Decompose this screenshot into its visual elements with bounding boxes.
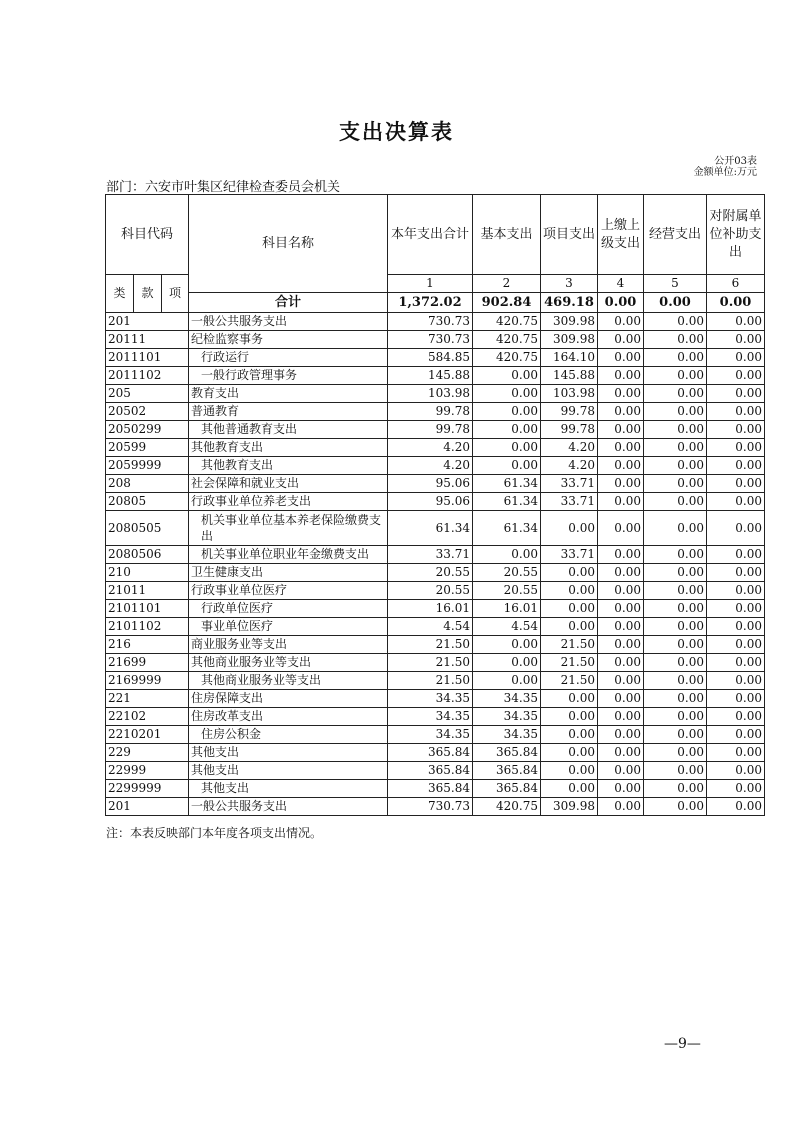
- amount-cell: 0.00: [598, 582, 644, 600]
- table-row: [106, 546, 765, 564]
- amount-cell: 0.00: [541, 744, 598, 762]
- table-row: [106, 457, 765, 475]
- amount-cell: 0.00: [707, 475, 765, 493]
- amount-cell: 0.00: [598, 331, 644, 349]
- total-cell: 1,372.02: [388, 293, 473, 313]
- amount-cell: 34.35: [388, 726, 473, 744]
- amount-cell: 0.00: [644, 798, 707, 816]
- unit-label: 金额单位:万元: [693, 167, 757, 178]
- amount-cell: 0.00: [541, 564, 598, 582]
- form-code: 公开03表: [714, 156, 757, 167]
- total-cell: 902.84: [473, 293, 541, 313]
- expenditure-table: [105, 194, 765, 816]
- amount-cell: 0.00: [644, 726, 707, 744]
- header-code: 科目代码: [106, 195, 189, 275]
- amount-cell: 0.00: [598, 654, 644, 672]
- amount-cell: 21.50: [388, 636, 473, 654]
- amount-cell: 4.20: [388, 457, 473, 475]
- amount-cell: 0.00: [473, 385, 541, 403]
- subject-code: 221: [106, 690, 189, 708]
- amount-cell: 99.78: [388, 421, 473, 439]
- amount-cell: 0.00: [644, 511, 707, 546]
- subject-code: 22102: [106, 708, 189, 726]
- amount-cell: 0.00: [598, 708, 644, 726]
- amount-cell: 0.00: [598, 421, 644, 439]
- amount-cell: 309.98: [541, 331, 598, 349]
- table-row: [106, 564, 765, 582]
- amount-cell: 0.00: [541, 726, 598, 744]
- amount-cell: 0.00: [541, 780, 598, 798]
- subject-name: 其他教育支出: [189, 457, 388, 475]
- subject-name: 其他商业服务业等支出: [189, 672, 388, 690]
- subject-code: 20502: [106, 403, 189, 421]
- amount-cell: 0.00: [644, 582, 707, 600]
- subject-name: 行政运行: [189, 349, 388, 367]
- amount-cell: 0.00: [707, 564, 765, 582]
- header-subsidy: 对附属单位补助支出: [707, 195, 765, 275]
- amount-cell: 34.35: [473, 726, 541, 744]
- subject-name: 一般行政管理事务: [189, 367, 388, 385]
- amount-cell: 0.00: [598, 511, 644, 546]
- subject-name: 机关事业单位基本养老保险缴费支出: [189, 511, 388, 546]
- header-kuan: 款: [134, 275, 162, 313]
- subject-code: 20111: [106, 331, 189, 349]
- amount-cell: 0.00: [707, 421, 765, 439]
- amount-cell: 0.00: [473, 421, 541, 439]
- amount-cell: 0.00: [707, 654, 765, 672]
- col-index-4: 4: [598, 275, 644, 293]
- amount-cell: 0.00: [644, 780, 707, 798]
- amount-cell: 0.00: [598, 457, 644, 475]
- total-cell: 0.00: [707, 293, 765, 313]
- table-row: [106, 726, 765, 744]
- table-row: [106, 475, 765, 493]
- amount-cell: 0.00: [644, 546, 707, 564]
- subject-name: 一般公共服务支出: [189, 313, 388, 331]
- amount-cell: 0.00: [541, 762, 598, 780]
- amount-cell: 0.00: [707, 726, 765, 744]
- amount-cell: 0.00: [473, 546, 541, 564]
- table-row: [106, 511, 765, 546]
- amount-cell: 0.00: [473, 654, 541, 672]
- amount-cell: 0.00: [644, 618, 707, 636]
- amount-cell: 0.00: [644, 421, 707, 439]
- total-cell: 0.00: [598, 293, 644, 313]
- amount-cell: 145.88: [388, 367, 473, 385]
- page-title: 支出决算表: [339, 119, 454, 144]
- amount-cell: 0.00: [644, 367, 707, 385]
- table-row: [106, 708, 765, 726]
- subject-code: 2080505: [106, 511, 189, 546]
- amount-cell: 99.78: [541, 403, 598, 421]
- amount-cell: 95.06: [388, 493, 473, 511]
- amount-cell: 4.20: [541, 457, 598, 475]
- amount-cell: 0.00: [707, 546, 765, 564]
- subject-code: 205: [106, 385, 189, 403]
- amount-cell: 0.00: [598, 762, 644, 780]
- amount-cell: 365.84: [388, 762, 473, 780]
- subject-code: 20599: [106, 439, 189, 457]
- subject-name: 住房改革支出: [189, 708, 388, 726]
- amount-cell: 20.55: [388, 582, 473, 600]
- subject-name: 住房保障支出: [189, 690, 388, 708]
- subject-name: 其他支出: [189, 780, 388, 798]
- amount-cell: 103.98: [541, 385, 598, 403]
- header-xiang: 项: [162, 275, 189, 313]
- amount-cell: 0.00: [473, 672, 541, 690]
- table-row: [106, 600, 765, 618]
- amount-cell: 0.00: [644, 636, 707, 654]
- table-row: [106, 349, 765, 367]
- col-index-2: 2: [473, 275, 541, 293]
- amount-cell: 0.00: [473, 403, 541, 421]
- amount-cell: 16.01: [473, 600, 541, 618]
- col-index-1: 1: [388, 275, 473, 293]
- amount-cell: 21.50: [388, 654, 473, 672]
- amount-cell: 34.35: [473, 708, 541, 726]
- amount-cell: 33.71: [541, 546, 598, 564]
- amount-cell: 0.00: [598, 493, 644, 511]
- amount-cell: 0.00: [598, 367, 644, 385]
- amount-cell: 0.00: [644, 439, 707, 457]
- table-row: [106, 385, 765, 403]
- amount-cell: 4.20: [388, 439, 473, 457]
- table-row: [106, 403, 765, 421]
- amount-cell: 0.00: [598, 780, 644, 798]
- amount-cell: 0.00: [598, 349, 644, 367]
- amount-cell: 0.00: [707, 690, 765, 708]
- amount-cell: 0.00: [598, 744, 644, 762]
- amount-cell: 21.50: [388, 672, 473, 690]
- table-row: [106, 582, 765, 600]
- amount-cell: 0.00: [644, 331, 707, 349]
- amount-cell: 365.84: [473, 780, 541, 798]
- subject-name: 普通教育: [189, 403, 388, 421]
- department-label: 部门：六安市叶集区纪律检查委员会机关: [106, 180, 341, 195]
- amount-cell: 0.00: [644, 313, 707, 331]
- amount-cell: 0.00: [707, 636, 765, 654]
- amount-cell: 0.00: [598, 546, 644, 564]
- amount-cell: 0.00: [707, 618, 765, 636]
- amount-cell: 21.50: [541, 636, 598, 654]
- table-row: [106, 367, 765, 385]
- amount-cell: 0.00: [707, 493, 765, 511]
- subject-code: 2101102: [106, 618, 189, 636]
- amount-cell: 61.34: [473, 493, 541, 511]
- amount-cell: 0.00: [707, 385, 765, 403]
- subject-code: 229: [106, 744, 189, 762]
- table-row: [106, 618, 765, 636]
- amount-cell: 0.00: [541, 708, 598, 726]
- amount-cell: 584.85: [388, 349, 473, 367]
- subject-name: 行政单位医疗: [189, 600, 388, 618]
- subject-name: 事业单位医疗: [189, 618, 388, 636]
- amount-cell: 0.00: [541, 511, 598, 546]
- amount-cell: 61.34: [473, 511, 541, 546]
- amount-cell: 33.71: [388, 546, 473, 564]
- page-number: —9—: [664, 1036, 701, 1052]
- subject-name: 卫生健康支出: [189, 564, 388, 582]
- amount-cell: 420.75: [473, 331, 541, 349]
- amount-cell: 0.00: [598, 439, 644, 457]
- header-total: 本年支出合计: [388, 195, 473, 275]
- amount-cell: 0.00: [644, 708, 707, 726]
- amount-cell: 0.00: [541, 600, 598, 618]
- amount-cell: 0.00: [707, 672, 765, 690]
- amount-cell: 0.00: [598, 798, 644, 816]
- table-row: [106, 421, 765, 439]
- subject-name: 行政事业单位养老支出: [189, 493, 388, 511]
- amount-cell: 0.00: [644, 690, 707, 708]
- amount-cell: 420.75: [473, 313, 541, 331]
- amount-cell: 0.00: [598, 475, 644, 493]
- amount-cell: 0.00: [644, 385, 707, 403]
- subject-name: 商业服务业等支出: [189, 636, 388, 654]
- table-row: [106, 439, 765, 457]
- amount-cell: 420.75: [473, 798, 541, 816]
- amount-cell: 0.00: [473, 439, 541, 457]
- amount-cell: 34.35: [473, 690, 541, 708]
- amount-cell: 164.10: [541, 349, 598, 367]
- subject-name: 其他商业服务业等支出: [189, 654, 388, 672]
- amount-cell: 0.00: [644, 403, 707, 421]
- subject-code: 2299999: [106, 780, 189, 798]
- table-row: [106, 798, 765, 816]
- amount-cell: 0.00: [644, 457, 707, 475]
- amount-cell: 0.00: [598, 403, 644, 421]
- subject-code: 2210201: [106, 726, 189, 744]
- header-row: [106, 195, 765, 275]
- amount-cell: 730.73: [388, 331, 473, 349]
- subject-code: 208: [106, 475, 189, 493]
- amount-cell: 20.55: [473, 582, 541, 600]
- subject-name: 机关事业单位职业年金缴费支出: [189, 546, 388, 564]
- amount-cell: 0.00: [598, 726, 644, 744]
- amount-cell: 0.00: [707, 367, 765, 385]
- subject-code: 22999: [106, 762, 189, 780]
- amount-cell: 0.00: [644, 600, 707, 618]
- amount-cell: 365.84: [388, 780, 473, 798]
- amount-cell: 0.00: [707, 798, 765, 816]
- amount-cell: 0.00: [707, 780, 765, 798]
- amount-cell: 0.00: [707, 331, 765, 349]
- table-row: [106, 313, 765, 331]
- amount-cell: 0.00: [541, 618, 598, 636]
- subject-name: 一般公共服务支出: [189, 798, 388, 816]
- amount-cell: 99.78: [541, 421, 598, 439]
- subject-code: 2101101: [106, 600, 189, 618]
- amount-cell: 33.71: [541, 475, 598, 493]
- subject-name: 社会保障和就业支出: [189, 475, 388, 493]
- amount-cell: 99.78: [388, 403, 473, 421]
- total-label: 合计: [189, 293, 388, 313]
- amount-cell: 365.84: [473, 744, 541, 762]
- subject-code: 2169999: [106, 672, 189, 690]
- amount-cell: 0.00: [707, 762, 765, 780]
- table-row: [106, 331, 765, 349]
- amount-cell: 0.00: [598, 672, 644, 690]
- amount-cell: 0.00: [644, 493, 707, 511]
- amount-cell: 0.00: [707, 313, 765, 331]
- subject-code: 216: [106, 636, 189, 654]
- amount-cell: 0.00: [598, 600, 644, 618]
- amount-cell: 0.00: [541, 582, 598, 600]
- subject-code: 2011102: [106, 367, 189, 385]
- amount-cell: 34.35: [388, 690, 473, 708]
- table-row: [106, 690, 765, 708]
- amount-cell: 0.00: [707, 744, 765, 762]
- col-index-5: 5: [644, 275, 707, 293]
- total-row: [106, 293, 765, 313]
- amount-cell: 0.00: [644, 672, 707, 690]
- amount-cell: 0.00: [598, 636, 644, 654]
- header-basic: 基本支出: [473, 195, 541, 275]
- amount-cell: 4.20: [541, 439, 598, 457]
- subject-name: 其他教育支出: [189, 439, 388, 457]
- amount-cell: 0.00: [707, 511, 765, 546]
- amount-cell: 16.01: [388, 600, 473, 618]
- subject-name: 其他支出: [189, 762, 388, 780]
- amount-cell: 0.00: [473, 636, 541, 654]
- amount-cell: 0.00: [707, 600, 765, 618]
- header-business: 经营支出: [644, 195, 707, 275]
- amount-cell: 365.84: [388, 744, 473, 762]
- amount-cell: 33.71: [541, 493, 598, 511]
- amount-cell: 21.50: [541, 654, 598, 672]
- amount-cell: 0.00: [598, 564, 644, 582]
- total-cell: 0.00: [644, 293, 707, 313]
- subject-name: 其他支出: [189, 744, 388, 762]
- amount-cell: 309.98: [541, 798, 598, 816]
- subject-code: 201: [106, 798, 189, 816]
- amount-cell: 730.73: [388, 798, 473, 816]
- subject-code: 2050299: [106, 421, 189, 439]
- amount-cell: 95.06: [388, 475, 473, 493]
- amount-cell: 0.00: [644, 475, 707, 493]
- subject-code: 20805: [106, 493, 189, 511]
- total-cell: 469.18: [541, 293, 598, 313]
- amount-cell: 420.75: [473, 349, 541, 367]
- amount-cell: 0.00: [644, 762, 707, 780]
- subject-name: 行政事业单位医疗: [189, 582, 388, 600]
- amount-cell: 103.98: [388, 385, 473, 403]
- amount-cell: 20.55: [388, 564, 473, 582]
- col-index-3: 3: [541, 275, 598, 293]
- amount-cell: 0.00: [644, 654, 707, 672]
- col-index-6: 6: [707, 275, 765, 293]
- amount-cell: 0.00: [644, 744, 707, 762]
- amount-cell: 0.00: [598, 385, 644, 403]
- amount-cell: 4.54: [388, 618, 473, 636]
- subject-code: 201: [106, 313, 189, 331]
- amount-cell: 20.55: [473, 564, 541, 582]
- amount-cell: 0.00: [598, 690, 644, 708]
- table-row: [106, 493, 765, 511]
- subject-code: 21699: [106, 654, 189, 672]
- amount-cell: 0.00: [644, 349, 707, 367]
- amount-cell: 309.98: [541, 313, 598, 331]
- subject-name: 其他普通教育支出: [189, 421, 388, 439]
- amount-cell: 0.00: [707, 349, 765, 367]
- subject-name: 教育支出: [189, 385, 388, 403]
- table-row: [106, 744, 765, 762]
- amount-cell: 0.00: [473, 457, 541, 475]
- amount-cell: 0.00: [644, 564, 707, 582]
- amount-cell: 0.00: [598, 618, 644, 636]
- amount-cell: 0.00: [598, 313, 644, 331]
- amount-cell: 0.00: [541, 690, 598, 708]
- amount-cell: 730.73: [388, 313, 473, 331]
- header-project: 项目支出: [541, 195, 598, 275]
- subject-code: 2011101: [106, 349, 189, 367]
- amount-cell: 4.54: [473, 618, 541, 636]
- table-row: [106, 780, 765, 798]
- table-row: [106, 672, 765, 690]
- subject-name: 纪检监察事务: [189, 331, 388, 349]
- amount-cell: 365.84: [473, 762, 541, 780]
- header-lei: 类: [106, 275, 134, 313]
- amount-cell: 0.00: [707, 439, 765, 457]
- amount-cell: 0.00: [707, 582, 765, 600]
- subject-code: 2059999: [106, 457, 189, 475]
- amount-cell: 0.00: [473, 367, 541, 385]
- table-row: [106, 654, 765, 672]
- footnote: 注：本表反映部门本年度各项支出情况。: [106, 826, 323, 840]
- subject-code: 21011: [106, 582, 189, 600]
- amount-cell: 61.34: [473, 475, 541, 493]
- subject-name: 住房公积金: [189, 726, 388, 744]
- header-upper: 上缴上级支出: [598, 195, 644, 275]
- amount-cell: 145.88: [541, 367, 598, 385]
- amount-cell: 0.00: [707, 457, 765, 475]
- amount-cell: 0.00: [707, 708, 765, 726]
- header-name: 科目名称: [189, 195, 388, 293]
- table-row: [106, 636, 765, 654]
- table-row: [106, 762, 765, 780]
- amount-cell: 34.35: [388, 708, 473, 726]
- amount-cell: 21.50: [541, 672, 598, 690]
- amount-cell: 61.34: [388, 511, 473, 546]
- subject-code: 210: [106, 564, 189, 582]
- amount-cell: 0.00: [707, 403, 765, 421]
- subject-code: 2080506: [106, 546, 189, 564]
